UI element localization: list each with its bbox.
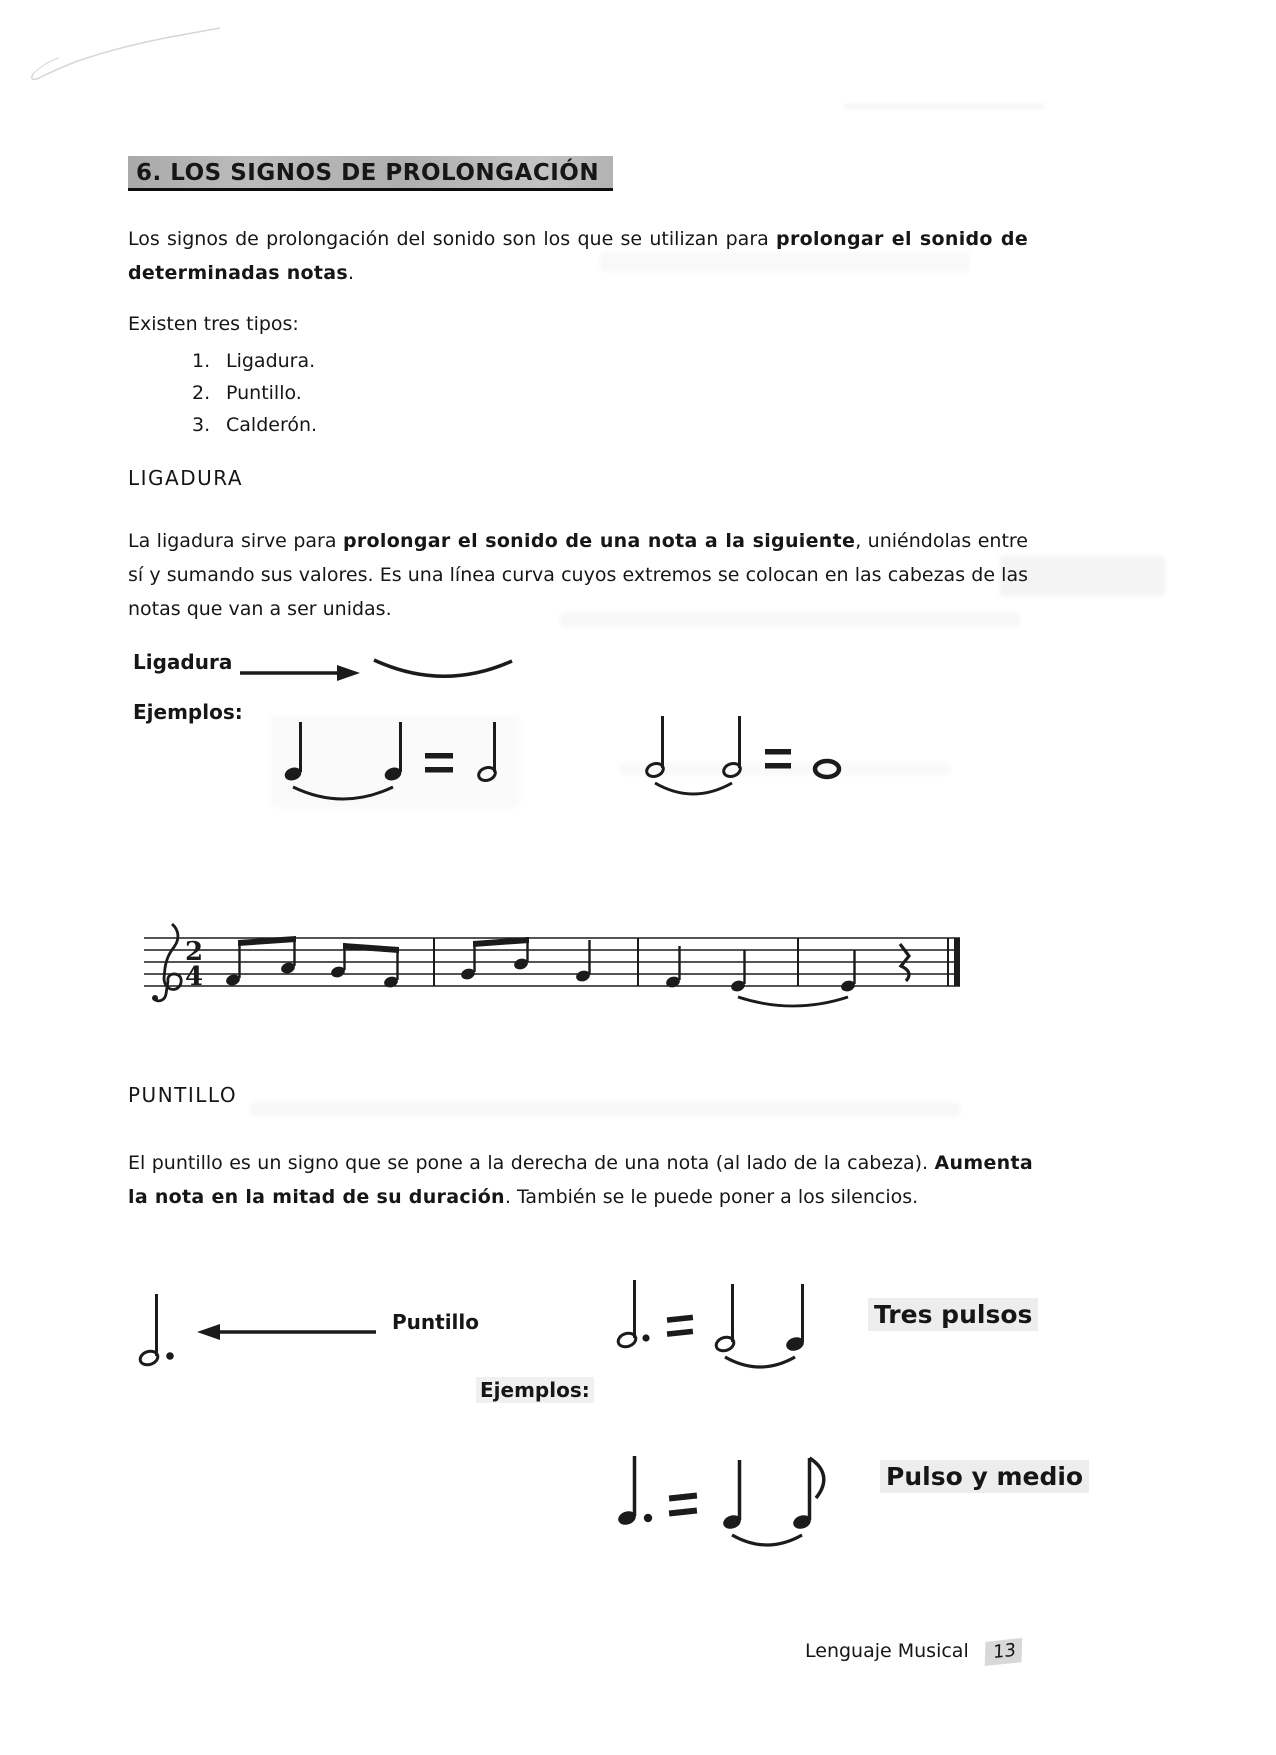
scan-line-artifact	[845, 104, 1045, 109]
time-signature-top: 2	[184, 937, 204, 967]
puntillo-heading: PUNTILLO	[128, 1083, 238, 1107]
ligadura-label: Ligadura	[133, 650, 233, 674]
ligadura-heading: LIGADURA	[128, 466, 244, 490]
puntillo-ejemplos-label: Ejemplos:	[476, 1377, 594, 1403]
ejemplos-label: Ejemplos:	[133, 700, 243, 724]
intro-text: Los signos de prolongación del sonido son los que se utilizan para	[128, 228, 777, 250]
types-list	[192, 345, 317, 441]
dotted-quarter-equation	[605, 1438, 870, 1558]
staff-tie-curve	[738, 997, 848, 1006]
intro-bold-text: prolongar el sonido de determinadas notas	[128, 228, 1029, 284]
puntillo-end: . También se le puede poner a los silencios.	[504, 1186, 919, 1208]
tres-pulsos-label: Tres pulsos	[868, 1298, 1038, 1331]
tie-curve-icon	[368, 648, 518, 690]
footer-text: Lenguaje Musical	[805, 1640, 969, 1662]
list-item	[192, 409, 317, 441]
list-item-number: 2.	[192, 382, 211, 404]
intro-end: .	[348, 262, 355, 284]
dotted-half-note-icon	[132, 1282, 187, 1387]
ligadura-paragraph	[128, 524, 1028, 626]
puntillo-paragraph	[128, 1146, 1033, 1214]
list-item-text: Ligadura.	[226, 350, 316, 372]
page-number: 13	[984, 1638, 1022, 1666]
scan-scribble-artifact	[15, 12, 235, 92]
puntillo-bold-text: Aumenta la nota en la mitad de su duración	[128, 1152, 1033, 1208]
bleedthrough-smudge	[250, 1102, 960, 1117]
pulso-y-medio-label: Pulso y medio	[880, 1460, 1089, 1493]
left-arrow-icon	[190, 1320, 382, 1344]
ligadura-end: , uniéndolas entre sí y sumando sus valores. Es una línea curva cuyos extremos se colocan en las cabezas de las notas que van a ser unidas.	[128, 530, 1028, 620]
puntillo-label: Puntillo	[392, 1310, 480, 1334]
final-barline	[954, 938, 960, 986]
dotted-half-equation	[605, 1268, 855, 1383]
tie-example-half-notes	[635, 706, 850, 806]
puntillo-text: El puntillo es un signo que se pone a la derecha de una nota (al lado de la cabeza).	[128, 1152, 935, 1174]
list-item	[192, 377, 317, 409]
music-staff	[138, 918, 968, 1013]
ligadura-bold-text: prolongar el sonido de una nota a la siguiente	[342, 530, 856, 552]
right-arrow-icon	[238, 662, 363, 684]
ligadura-text: La ligadura sirve para	[128, 530, 343, 552]
page-title: 6. LOS SIGNOS DE PROLONGACIÓN	[128, 156, 613, 191]
list-item-text: Calderón.	[226, 414, 318, 436]
types-heading: Existen tres tipos:	[128, 313, 299, 335]
list-item-text: Puntillo.	[226, 382, 302, 404]
list-item	[192, 345, 317, 377]
time-signature-bottom: 4	[184, 962, 204, 992]
list-item-number: 1.	[192, 350, 211, 372]
list-item-number: 3.	[192, 414, 211, 436]
page-footer	[805, 1640, 1022, 1664]
tie-example-quarter-notes	[265, 712, 515, 812]
intro-paragraph	[128, 222, 1028, 290]
eighth-note-flag	[810, 1458, 824, 1498]
